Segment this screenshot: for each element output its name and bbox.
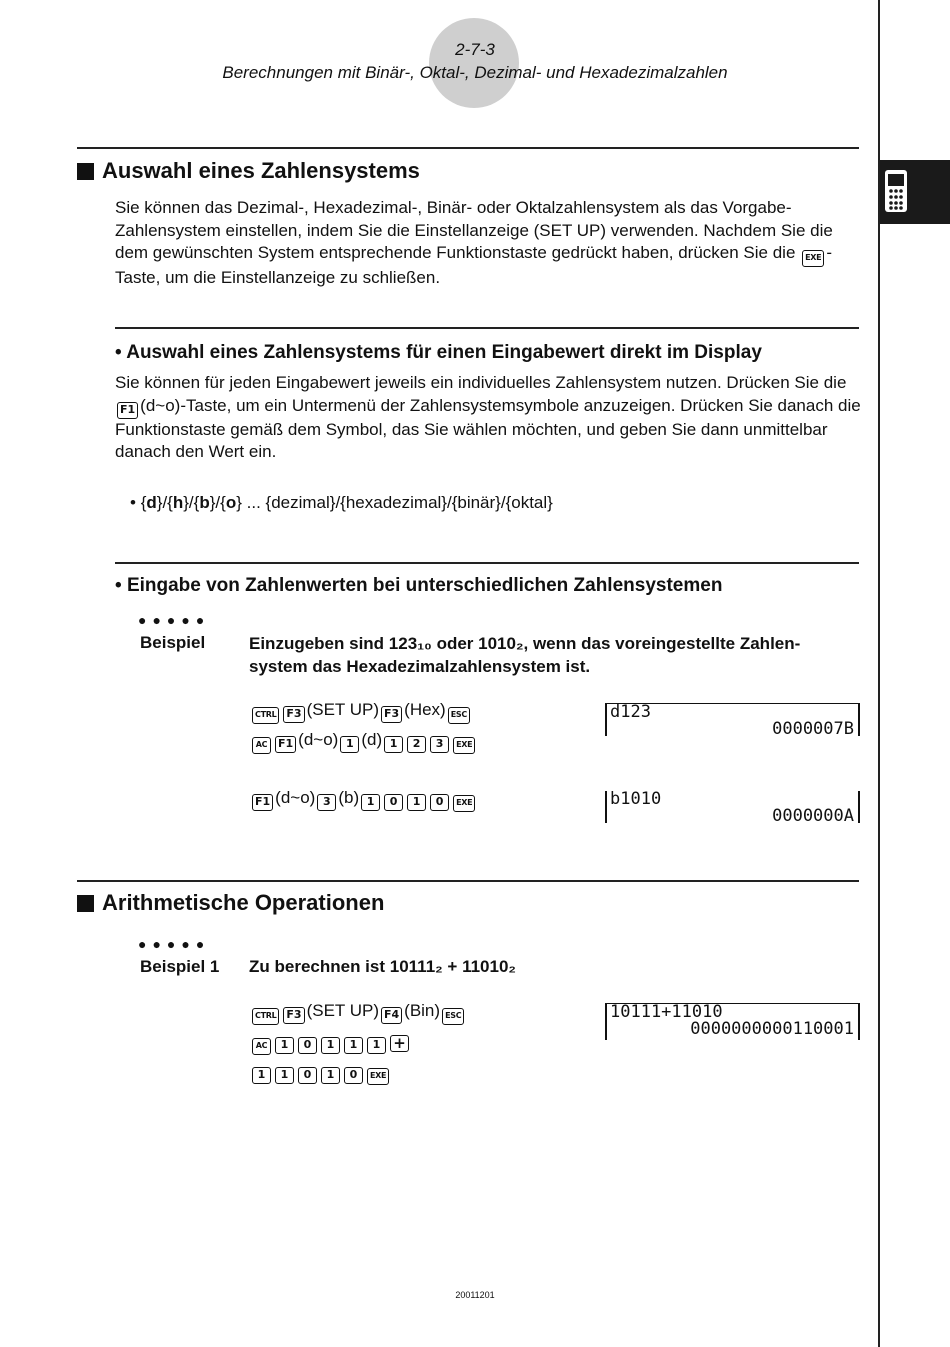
- exe-key-icon: EXE: [367, 1068, 389, 1085]
- example-dots: ●●●●●: [138, 936, 211, 952]
- key-3-icon: 3: [317, 794, 336, 811]
- key-caption: (d~o): [298, 730, 339, 749]
- exe-key-icon: EXE: [802, 250, 824, 267]
- exe-key-icon: EXE: [453, 795, 475, 812]
- calculator-icon: [884, 169, 908, 213]
- key-1-icon: 1: [340, 736, 359, 753]
- key-caption: (Bin): [404, 1001, 441, 1020]
- key-caption: (d): [361, 730, 383, 749]
- calculator-screen: [605, 1003, 860, 1040]
- key-1-icon: 1: [344, 1037, 363, 1054]
- key-caption: (Hex): [404, 700, 446, 719]
- key-0-icon: 0: [344, 1067, 363, 1084]
- subsection-title-text: Auswahl eines Zahlensystems für einen Eingabewert direkt im Display: [126, 342, 762, 363]
- paragraph-text: Sie können das Dezimal-, Hexadezimal-, Binär- oder Oktalzahlensystem als das Vorgabe-Zahlensystem einstellen, indem Sie die Einstellanzeige (SET UP) verwenden. Nachdem Sie die dem gewünschten System entsprechende Funktionstaste gedrückt haben, drücken Sie die: [115, 198, 833, 262]
- section-title-text: Arithmetische Operationen: [102, 890, 385, 915]
- key-sequence: [250, 730, 477, 754]
- calculator-screen: [605, 789, 860, 826]
- example-text: Zu berechnen ist 10111₂ + 11010₂: [249, 957, 516, 976]
- key-sequence: [250, 700, 472, 724]
- screen-line-result: 0000007B: [772, 719, 854, 739]
- example-label: Beispiel 1: [140, 957, 220, 976]
- key-1-icon: 1: [321, 1067, 340, 1084]
- key-caption: (SET UP): [306, 700, 379, 719]
- ctrl-key-icon: CTRL: [252, 707, 279, 724]
- key-1-icon: 1: [367, 1037, 386, 1054]
- key-1-icon: 1: [361, 794, 380, 811]
- f3-key-icon: F3: [283, 1007, 304, 1024]
- subsection-title: [115, 342, 762, 364]
- key-1-icon: 1: [321, 1037, 340, 1054]
- key-1-icon: 1: [275, 1067, 294, 1084]
- screen-line-input: b1010: [610, 789, 662, 809]
- example-text: Einzugeben sind 123₁₀ oder 1010₂, wenn das voreingestellte Zahlen-system das Hexadezimalzahlensystem ist.: [249, 634, 801, 676]
- f3-key-icon: F3: [381, 706, 402, 723]
- paragraph-text: Sie können für jeden Eingabewert jeweils ein individuelles Zahlensystem nutzen. Drücken Sie die: [115, 373, 847, 392]
- key-sequence: [250, 1001, 466, 1025]
- paragraph-text: -Taste, um die Einstellanzeige zu schließen.: [115, 243, 833, 287]
- page-number: 2-7-3: [455, 40, 495, 59]
- key-0-icon: 0: [298, 1037, 317, 1054]
- chapter-title: Berechnungen mit Binär-, Oktal-, Dezimal- und Hexadezimalzahlen: [222, 63, 728, 82]
- screen-line-input: d123: [610, 702, 651, 722]
- bullet-icon: •: [115, 575, 127, 596]
- key-1-icon: 1: [275, 1037, 294, 1054]
- f3-key-icon: F3: [283, 706, 304, 723]
- key-caption: (b): [338, 788, 360, 807]
- key-2-icon: 2: [407, 736, 426, 753]
- example-dots: ●●●●●: [138, 612, 211, 628]
- subsection-divider: [115, 562, 859, 564]
- footer-code: 20011201: [455, 1290, 495, 1300]
- key-0-icon: 0: [384, 794, 403, 811]
- subsection-title: [115, 575, 722, 597]
- f4-key-icon: F4: [381, 1007, 402, 1024]
- section-paragraph: [115, 197, 860, 290]
- ctrl-key-icon: CTRL: [252, 1008, 279, 1025]
- f1-key-icon: F1: [275, 736, 296, 753]
- f1-key-icon: F1: [252, 794, 273, 811]
- subsection-paragraph: [115, 372, 863, 464]
- symbol-d: d: [146, 493, 157, 512]
- key-caption: (SET UP): [306, 1001, 379, 1020]
- section-title: [77, 890, 384, 916]
- key-sequence: [250, 788, 477, 812]
- bullet-item: • {d}/{h}/{b}/{o} ... {dezimal}/{hexadezimal}/{binär}/{oktal}: [130, 493, 553, 512]
- screen-line-result: 0000000A: [772, 806, 854, 826]
- key-1-icon: 1: [407, 794, 426, 811]
- key-0-icon: 0: [298, 1067, 317, 1084]
- plus-key-icon: +: [390, 1035, 409, 1052]
- section-divider: [77, 880, 859, 882]
- calculator-screen: [605, 702, 860, 739]
- paragraph-text: (d~o)-Taste, um ein Untermenü der Zahlensystemsymbole anzuzeigen. Drücken Sie danach die Funktionstaste gemäß dem Symbol, das Sie wählen möchten, und geben Sie dann unmittelbar danach den Wert ein.: [115, 395, 861, 461]
- esc-key-icon: ESC: [442, 1008, 464, 1025]
- key-0-icon: 0: [430, 794, 449, 811]
- section-divider: [77, 147, 859, 149]
- square-bullet-icon: [77, 163, 94, 180]
- key-sequence: [250, 1031, 411, 1055]
- example-label: Beispiel: [140, 633, 206, 652]
- bullet-icon: •: [115, 342, 127, 363]
- subsection-divider: [115, 327, 859, 329]
- key-3-icon: 3: [430, 736, 449, 753]
- key-caption: (d~o): [275, 788, 316, 807]
- screen-line-input: 10111+11010: [610, 1002, 723, 1022]
- screen-line-result: 0000000000110001: [690, 1019, 854, 1039]
- square-bullet-icon: [77, 895, 94, 912]
- key-sequence: [250, 1061, 391, 1085]
- bullet-description: ... {dezimal}/{hexadezimal}/{binär}/{oktal}: [246, 493, 553, 512]
- bullet-icon: •: [130, 493, 141, 512]
- ac-key-icon: AC: [252, 1038, 271, 1055]
- esc-key-icon: ESC: [448, 707, 470, 724]
- section-title-text: Auswahl eines Zahlensystems: [102, 158, 420, 183]
- ac-key-icon: AC: [252, 737, 271, 754]
- symbol-o: o: [225, 493, 237, 512]
- symbol-b: b: [199, 493, 210, 512]
- symbol-h: h: [172, 493, 184, 512]
- subsection-title-text: Eingabe von Zahlenwerten bei unterschiedlichen Zahlensystemen: [126, 575, 723, 596]
- key-1-icon: 1: [384, 736, 403, 753]
- key-1-icon: 1: [252, 1067, 271, 1084]
- exe-key-icon: EXE: [453, 737, 475, 754]
- section-title: [77, 158, 420, 184]
- f1-key-icon: F1: [117, 402, 138, 419]
